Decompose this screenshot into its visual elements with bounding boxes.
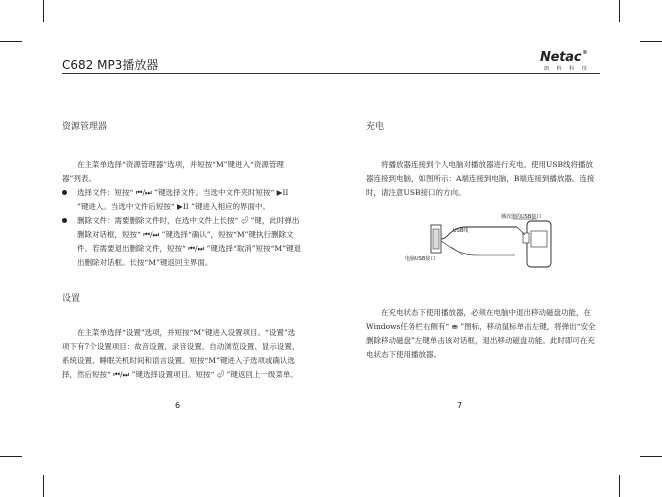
section-heading-file-manager: 资源管理器 (62, 122, 108, 132)
crop-mark (0, 41, 22, 42)
section-heading-charging: 充电 (366, 122, 385, 132)
crop-mark (43, 475, 44, 497)
label-usb-cable: USB线 (453, 228, 469, 234)
page-number-right: 7 (457, 401, 463, 410)
right-page-content (366, 120, 600, 200)
logo-wordmark: Netac® (540, 50, 588, 65)
logo-subtitle: 朗 科 科 技 (544, 66, 590, 72)
bullet-icon (62, 190, 67, 195)
label-player-usb-port: 播放器的USB接口 (501, 214, 542, 220)
label-pc-usb-port: 电脑USB接口 (405, 256, 436, 262)
brand-logo (540, 50, 600, 72)
usb-connection-diagram (405, 214, 557, 272)
bullet-icon (62, 218, 67, 223)
crop-mark (640, 456, 662, 457)
usb-diagram-graphic (427, 217, 557, 272)
crop-mark (640, 41, 662, 42)
document-title: C682 MP3播放器 (62, 58, 159, 72)
bullet-select-file: 选择文件：短按“ ⏮/⏭ ”键选择文件。当选中文件夹时短按“ ▶II ”键进入。当选中文件后短按“ ▶II ”键进入相应的界面中。 (62, 186, 302, 214)
charging-paragraph-2: 在充电状态下使用播放器，必须在电脑中退出移动磁盘功能，在Windows任务栏右侧有“ ⛂ ”图标，移动鼠标单击左键，将弹出“安全删除移动磁盘”左键单击该对话框，退出移动磁盘功能。此时即可在充电状态下使用播放器。 (366, 308, 596, 359)
charging-paragraph-1: 将播放器连接到个人电脑对播放器进行充电。使用USB线将播放器连接到电脑，如图所示：A端连接到电脑，B端连接到播放器。连接时，请注意USB接口的方向。 (366, 160, 595, 197)
page-number-left: 6 (175, 401, 181, 410)
header-divider (62, 73, 600, 74)
section-heading-settings: 设置 (62, 294, 81, 304)
crop-mark (619, 475, 620, 497)
charging-paragraph-2-block (366, 306, 600, 362)
bullet-delete-file: 删除文件：需要删除文件时，在选中文件上长按“ ⏎ ”键，此时弹出删除对话框，短按“ ⏮/⏭ ”键选择“确认”，短按“M”键执行删除文件。若需要退出删除文件，短按“ ⏮/⏭ ”键选择“取消”短按“M”键退出删除对话框。长按“M”键返回主界面。 (62, 214, 302, 270)
crop-mark (0, 456, 22, 457)
crop-mark (619, 0, 620, 22)
crop-mark (43, 0, 44, 22)
file-manager-intro: 在主菜单选择“资源管理器”选项，并短按“M”键进入“资源管理器”列表。 (62, 160, 284, 183)
settings-paragraph: 在主菜单选择“设置”选项，并短按“M”键进入设置项目。“设置”选项下有7个设置项目：故音设置、录音设置、自动浏览设置、显示设置、系统设置、睡眠关机时间和语言设置。短按“M”键进入子选项或确认选择，然后短按“ ⏮/⏭ ”键选择设置项目。短按“ ⏎ ”键返回上一级菜单。 (62, 328, 300, 379)
left-page-content (62, 120, 302, 382)
